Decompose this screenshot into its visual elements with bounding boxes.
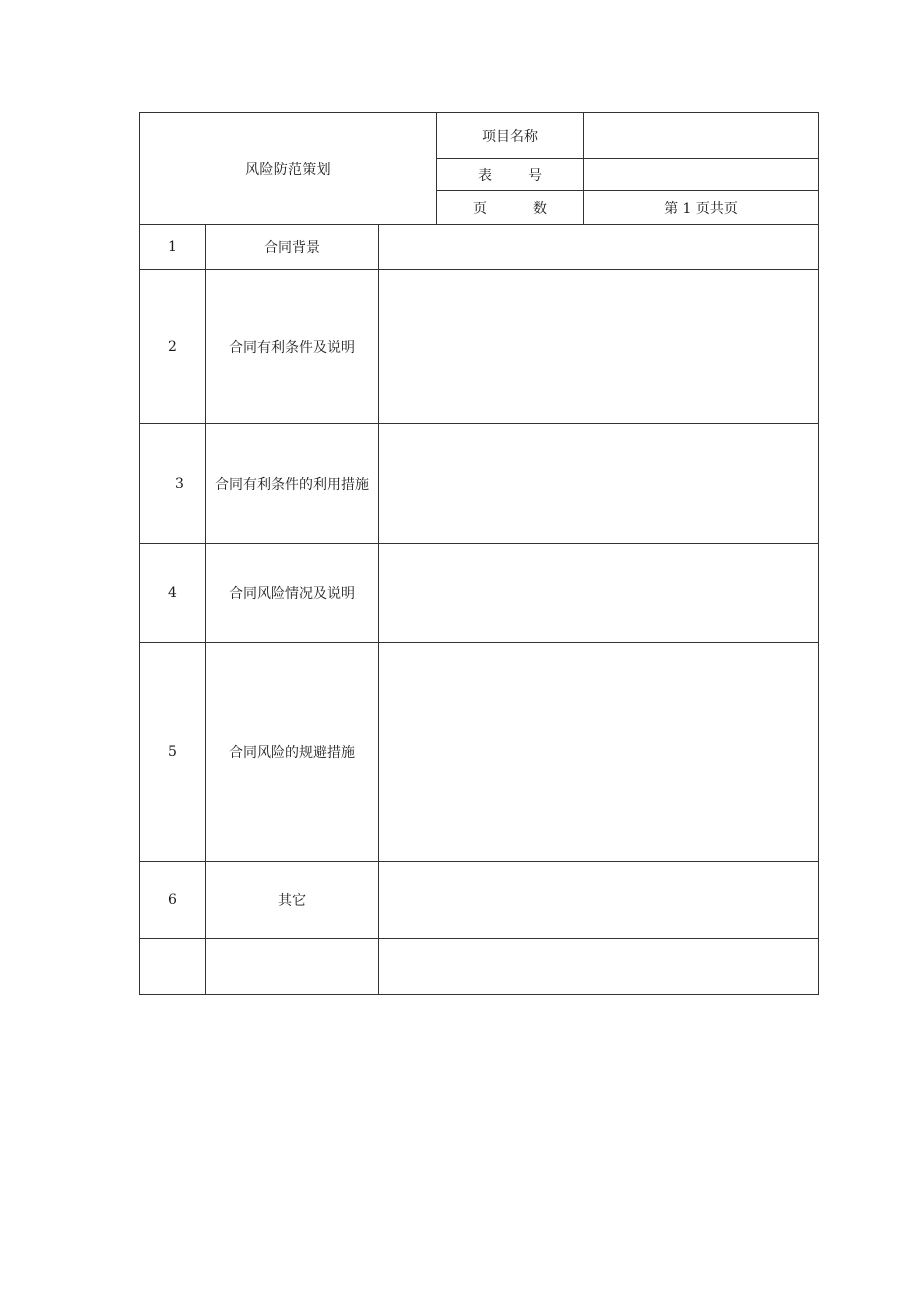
row-number — [140, 939, 206, 995]
table-row — [140, 270, 819, 424]
row-item-label: 其它 — [206, 862, 379, 939]
row-number: 5 — [140, 643, 206, 862]
pages-label-char-2: 数 — [533, 200, 547, 217]
form-no-label — [437, 159, 584, 191]
table-row — [140, 643, 819, 862]
row-number: 2 — [140, 270, 206, 424]
row-content[interactable] — [379, 862, 819, 939]
row-item-label: 合同风险的规避措施 — [206, 643, 379, 862]
table-row — [140, 544, 819, 643]
row-item-label: 合同背景 — [206, 225, 379, 270]
pages-value[interactable]: 第 1 页共页 — [584, 191, 819, 225]
row-content[interactable] — [379, 544, 819, 643]
table-row — [140, 424, 819, 544]
row-content[interactable] — [379, 270, 819, 424]
row-content[interactable] — [379, 939, 819, 995]
row-item-label: 合同风险情况及说明 — [206, 544, 379, 643]
header-row-project-name — [140, 113, 819, 159]
table-row — [140, 225, 819, 270]
table-row — [140, 862, 819, 939]
row-number: 1 — [140, 225, 206, 270]
plan-title: 风险防范策划 — [140, 113, 437, 225]
form-no-label-char-2: 号 — [528, 167, 542, 184]
row-item-label: 合同有利条件的利用措施 — [206, 424, 379, 544]
row-number: 6 — [140, 862, 206, 939]
row-item-label: 合同有利条件及说明 — [206, 270, 379, 424]
project-name-value[interactable] — [584, 113, 819, 159]
form-no-label-char-1: 表 — [478, 167, 492, 184]
row-content[interactable] — [379, 643, 819, 862]
pages-label — [437, 191, 584, 225]
project-name-label: 项目名称 — [437, 113, 584, 159]
row-item-label — [206, 939, 379, 995]
row-number: 3 — [140, 424, 206, 544]
row-content[interactable] — [379, 225, 819, 270]
row-number: 4 — [140, 544, 206, 643]
pages-label-char-1: 页 — [473, 200, 487, 217]
form-no-value[interactable] — [584, 159, 819, 191]
table-row — [140, 939, 819, 995]
row-content[interactable] — [379, 424, 819, 544]
risk-prevention-form — [139, 112, 819, 995]
